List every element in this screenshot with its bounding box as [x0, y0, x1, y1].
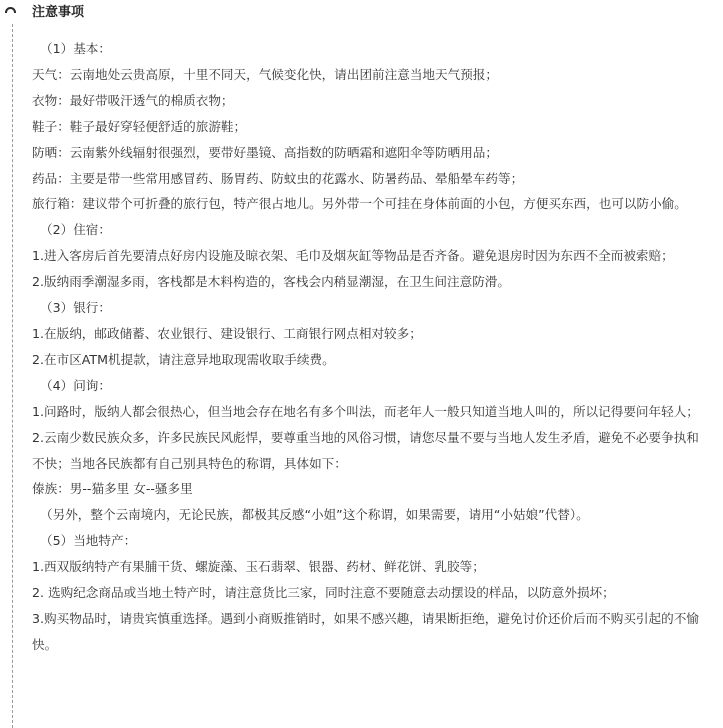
note-line: 傣族：男--猫多里 女--骚多里 [32, 481, 193, 497]
note-line: 1.在版纳，邮政储蓄、农业银行、建设银行、工商银行网点相对较多； [32, 325, 422, 341]
note-line: （4）问询： [40, 377, 111, 393]
note-line: （3）银行： [40, 300, 111, 316]
note-line: （5）当地特产： [40, 533, 137, 549]
section-title: 注意事项 [32, 5, 85, 20]
note-line: 药品：主要是带一些常用感冒药、肠胃药、防蚊虫的花露水、防暑药品、晕船晕车药等； [32, 170, 524, 186]
note-line: 2.版纳雨季潮湿多雨，客栈都是木料构造的，客栈会内稍显潮湿，在卫生间注意防滑。 [32, 274, 510, 290]
note-line: 1.西双版纳特产有果脯干货、螺旋藻、玉石翡翠、银器、药材、鲜花饼、乳胶等； [32, 559, 485, 575]
note-line: 鞋子：鞋子最好穿轻便舒适的旅游鞋； [32, 118, 247, 134]
note-line: （另外，整个云南境内，无论民族，都极其反感“小姐”这个称谓，如果需要，请用“小姑娘”代替）。 [40, 507, 589, 523]
note-line: 1.问路时，版纳人都会很热心，但当地会存在地名有多个叫法，而老年人一般只知道当地人叫的，所以记得要问年轻人； [32, 403, 699, 419]
note-line: 1.进入客房后首先要清点好房内设施及晾衣架、毛巾及烟灰缸等物品是否齐备。避免退房时因为东西不全而被索赔； [32, 248, 674, 264]
timeline-node-icon [5, 7, 16, 18]
note-line: 2. 选购纪念商品或当地土特产时，请注意货比三家，同时注意不要随意去动摆设的样品，以防意外损坏； [32, 585, 615, 601]
note-line: 2.云南少数民族众多，许多民族民风彪悍，要尊重当地的风俗习惯，请您尽量不要与当地人发生矛盾，避免不必要争执和不快；当地各民族都有自己别具特色的称谓，具体如下： [32, 429, 699, 471]
notes-content [32, 36, 704, 658]
note-line: 2.在市区ATM机提款，请注意异地取现需收取手续费。 [32, 351, 335, 367]
note-line: 旅行箱：建议带个可折叠的旅行包，特产很占地儿。另外带一个可挂在身体前面的小包，方便买东西，也可以防小偷。 [32, 196, 687, 212]
timeline-line [12, 24, 13, 728]
note-line: （2）住宿： [40, 222, 111, 238]
note-line: （1）基本： [40, 41, 111, 56]
note-line: 衣物：最好带吸汗透气的棉质衣物； [32, 92, 234, 108]
note-line: 天气：云南地处云贵高原，十里不同天，气候变化快，请出团前注意当地天气预报； [32, 66, 498, 82]
note-line: 防晒：云南紫外线辐射很强烈，要带好墨镜、高指数的防晒霜和遮阳伞等防晒用品； [32, 144, 498, 160]
note-line: 3.购买物品时，请贵宾慎重选择。遇到小商贩推销时，如果不感兴趣，请果断拒绝，避免讨价还价后而不购买引起的不愉快。 [32, 610, 699, 652]
